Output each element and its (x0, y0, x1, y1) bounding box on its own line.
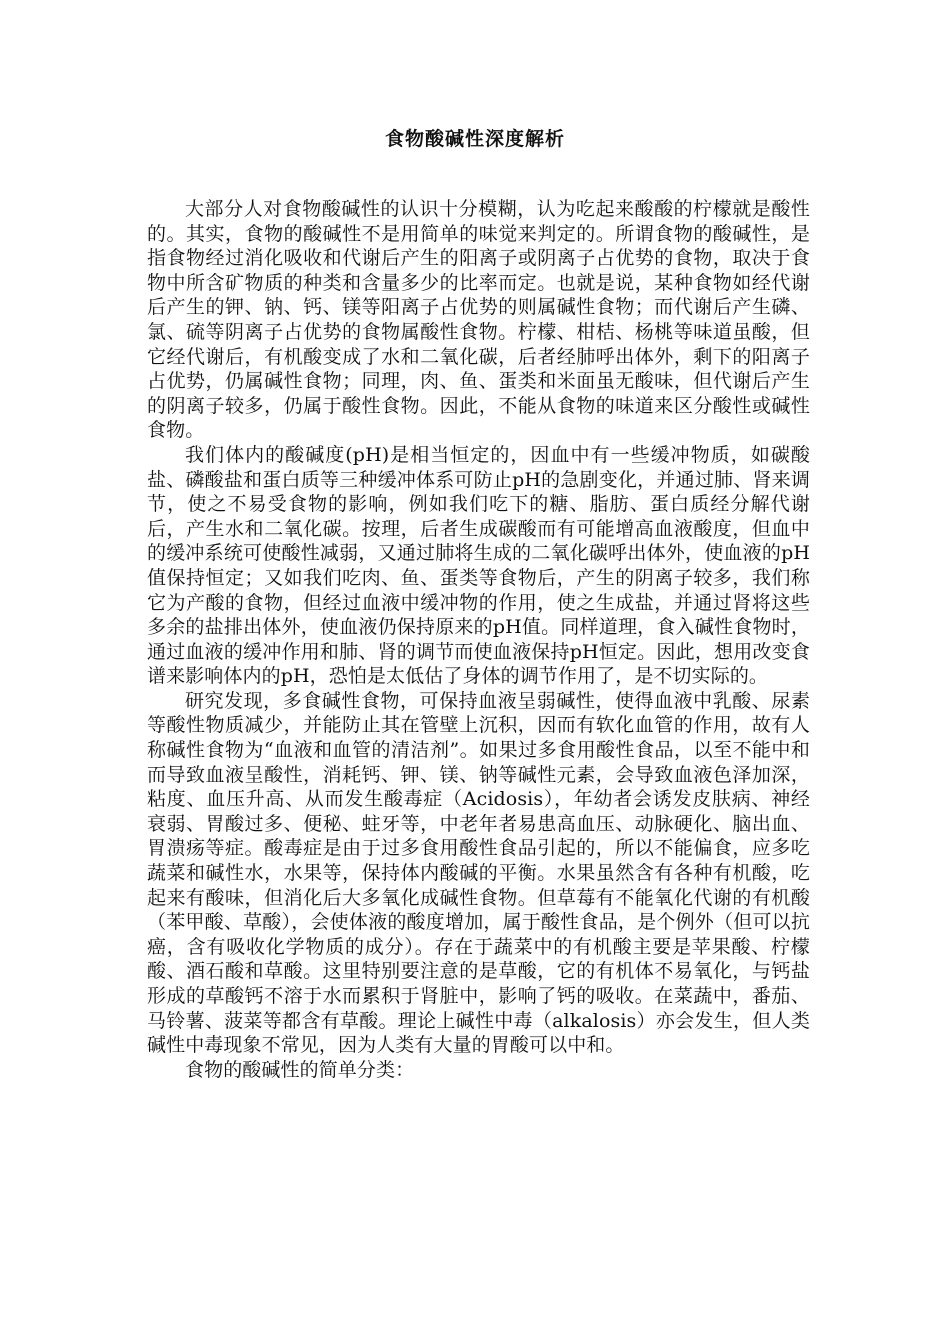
paragraph-research-findings: 研究发现，多食碱性食物，可保持血液呈弱碱性，使得血液中乳酸、尿素等酸性物质减少，并能防止其在管壁上沉积，因而有软化血管的作用，故有人称碱性食物为“血液和血管的清洁剂”。如果过多食用酸性食品，以至不能中和而导致血液呈酸性，消耗钙、钾、镁、钠等碱性元素，会导致血液色泽加深，粘度、血压升高、从而发生酸毒症（Acidosis），年幼者会诱发皮肤病、神经衰弱、胃酸过多、便秘、蛀牙等，中老年者易患高血压、动脉硬化、脑出血、胃溃疡等症。酸毒症是由于过多食用酸性食品引起的，所以不能偏食，应多吃蔬菜和碱性水，水果等，保持体内酸碱的平衡。水果虽然含有各种有机酸，吃起来有酸味，但消化后大多氧化成碱性食物。但草莓有不能氧化代谢的有机酸（苯甲酸、草酸），会使体液的酸度增加，属于酸性食品，是个例外（但可以抗癌，含有吸收化学物质的成分）。存在于蔬菜中的有机酸主要是苹果酸、柠檬酸、酒石酸和草酸。这里特别要注意的是草酸，它的有机体不易氧化，与钙盐形成的草酸钙不溶于水而累积于肾脏中，影响了钙的吸收。在菜蔬中，番茄、马铃薯、菠菜等都含有草酸。理论上碱性中毒（alkalosis）亦会发生，但人类碱性中毒现象不常见，因为人类有大量的胃酸可以中和。 (147, 689, 810, 1057)
paragraph-body-ph-regulation: 我们体内的酸碱度(pH)是相当恒定的，因血中有一些缓冲物质，如碳酸盐、磷酸盐和蛋白质等三种缓冲体系可防止pH的急剧变化，并通过肺、肾来调节，使之不易受食物的影响，例如我们吃下的糖、脂肪、蛋白质经分解代谢后，产生水和二氧化碳。按理，后者生成碳酸而有可能增高血液酸度，但血中的缓冲系统可使酸性减弱，又通过肺将生成的二氧化碳呼出体外，使血液的pH值保持恒定；又如我们吃肉、鱼、蛋类等食物后，产生的阴离子较多，我们称它为产酸的食物，但经过血液中缓冲物的作用，使之生成盐，并通过肾将这些多余的盐排出体外，使血液仍保持原来的pH值。同样道理，食入碱性食物时，通过血液的缓冲作用和肺、肾的调节而使血液保持pH恒定。因此，想用改变食谱来影响体内的pH，恐怕是太低估了身体的调节作用了，是不切实际的。 (147, 443, 810, 688)
document-body (147, 197, 810, 1082)
paragraph-food-acidity-definition: 大部分人对食物酸碱性的认识十分模糊，认为吃起来酸酸的柠檬就是酸性的。其实，食物的酸碱性不是用简单的味觉来判定的。所谓食物的酸碱性，是指食物经过消化吸收和代谢后产生的阳离子或阴离子占优势的食物，取决于食物中所含矿物质的种类和含量多少的比率而定。也就是说，某种食物如经代谢后产生的钾、钠、钙、镁等阳离子占优势的则属碱性食物；而代谢后产生磷、氯、硫等阴离子占优势的食物属酸性食物。柠檬、柑桔、杨桃等味道虽酸，但它经代谢后，有机酸变成了水和二氧化碳，后者经肺呼出体外，剩下的阳离子占优势，仍属碱性食物；同理，肉、鱼、蛋类和米面虽无酸味，但代谢后产生的阴离子较多，仍属于酸性食物。因此，不能从食物的味道来区分酸性或碱性食物。 (147, 198, 810, 442)
paragraph-classification-intro: 食物的酸碱性的简单分类： (185, 1058, 415, 1081)
document-title: 食物酸碱性深度解析 (384, 128, 565, 150)
